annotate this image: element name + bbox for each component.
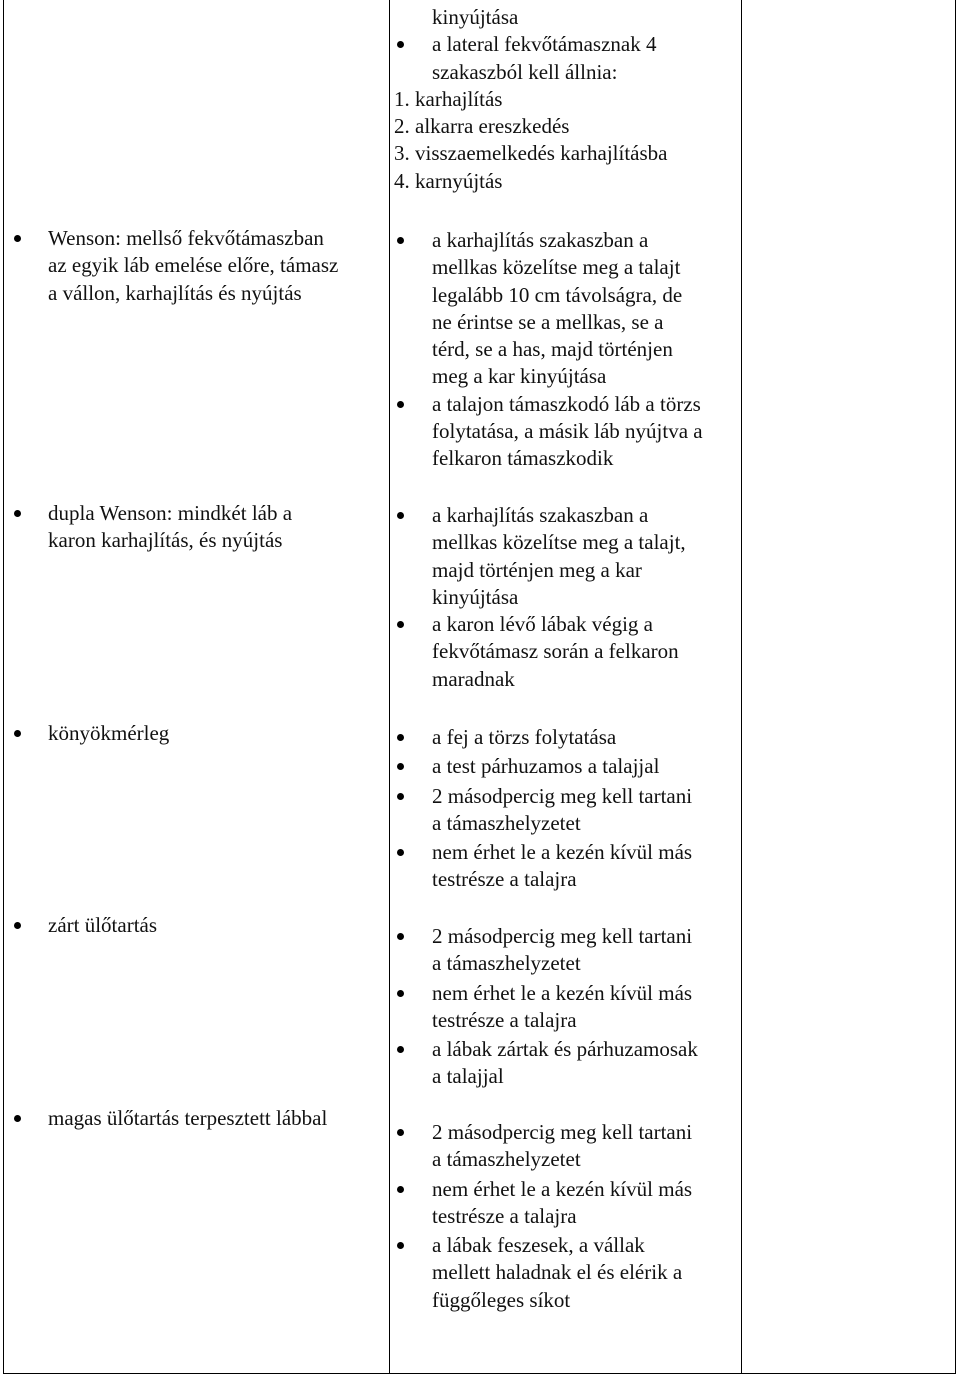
criteria-cell [390,502,742,693]
step-item: 2. alkarra ereszkedés [394,114,570,139]
criteria-bullet: nem érhet le a kezén kívül más testrésze a talajra [390,839,742,894]
criteria-continuation [390,4,742,195]
criteria-bullet: a lábak feszesek, a vállak mellett haladnak el és elérik a függőleges síkot [390,1232,742,1314]
criteria-bullet: a karhajlítás szakaszban a mellkas közelítse meg a talajt, majd történjen meg a kar kinyújtása [390,502,742,611]
exercise-name: könyökmérleg [4,720,389,747]
exercise-name: zárt ülőtartás [4,912,389,939]
criteria-cell [390,1119,742,1314]
exercise-name: magas ülőtartás terpesztett lábbal [4,1105,389,1132]
criteria-bullet: a lateral fekvőtámasznak 4 szakaszból kell állnia: [390,31,742,86]
criteria-bullet: a talajon támaszkodó láb a törzs folytatása, a másik láb nyújtva a felkaron támaszkodik [390,391,742,473]
criteria-cell [390,227,742,473]
criteria-cell [390,724,742,894]
exercise-cell [4,1105,389,1132]
step-item: 1. karhajlítás [394,86,503,111]
criteria-bullet: a karon lévő lábak végig a fekvőtámasz során a felkaron maradnak [390,611,742,693]
criteria-line: kinyújtása [432,5,519,29]
step-item: 4. karnyújtás [394,168,503,193]
criteria-bullet: 2 másodpercig meg kell tartani a támaszhelyzetet [390,923,742,978]
exercise-table [3,0,956,1374]
criteria-cell [390,923,742,1091]
step-item: 3. visszaemelkedés karhajlításba [394,141,668,166]
exercise-cell [4,912,389,939]
exercise-cell [4,500,389,555]
criteria-bullet: 2 másodpercig meg kell tartani a támaszhelyzetet [390,1119,742,1174]
criteria-bullet: a test párhuzamos a talajjal [390,753,742,780]
exercise-cell [4,225,389,307]
criteria-bullet: nem érhet le a kezén kívül más testrésze a talajra [390,1176,742,1231]
criteria-bullet: a fej a törzs folytatása [390,724,742,751]
empty-notes-cell [742,0,955,1373]
exercise-cell [4,720,389,747]
step-list [352,86,742,195]
criteria-bullet: a lábak zártak és párhuzamosak a talajjal [390,1036,742,1091]
exercise-name: Wenson: mellső fekvőtámaszban az egyik láb emelése előre, támasz a vállon, karhajlítás és nyújtás [4,225,389,307]
exercise-name: dupla Wenson: mindkét láb a karon karhajlítás, és nyújtás [4,500,389,555]
criteria-bullet: nem érhet le a kezén kívül más testrésze a talajra [390,980,742,1035]
criteria-bullet: 2 másodpercig meg kell tartani a támaszhelyzetet [390,783,742,838]
criteria-bullet: a karhajlítás szakaszban a mellkas közelítse meg a talajt legalább 10 cm távolságra, de ne érintse se a mellkas, se a térd, se a has, majd történjen meg a kar kinyújtása [390,227,742,391]
